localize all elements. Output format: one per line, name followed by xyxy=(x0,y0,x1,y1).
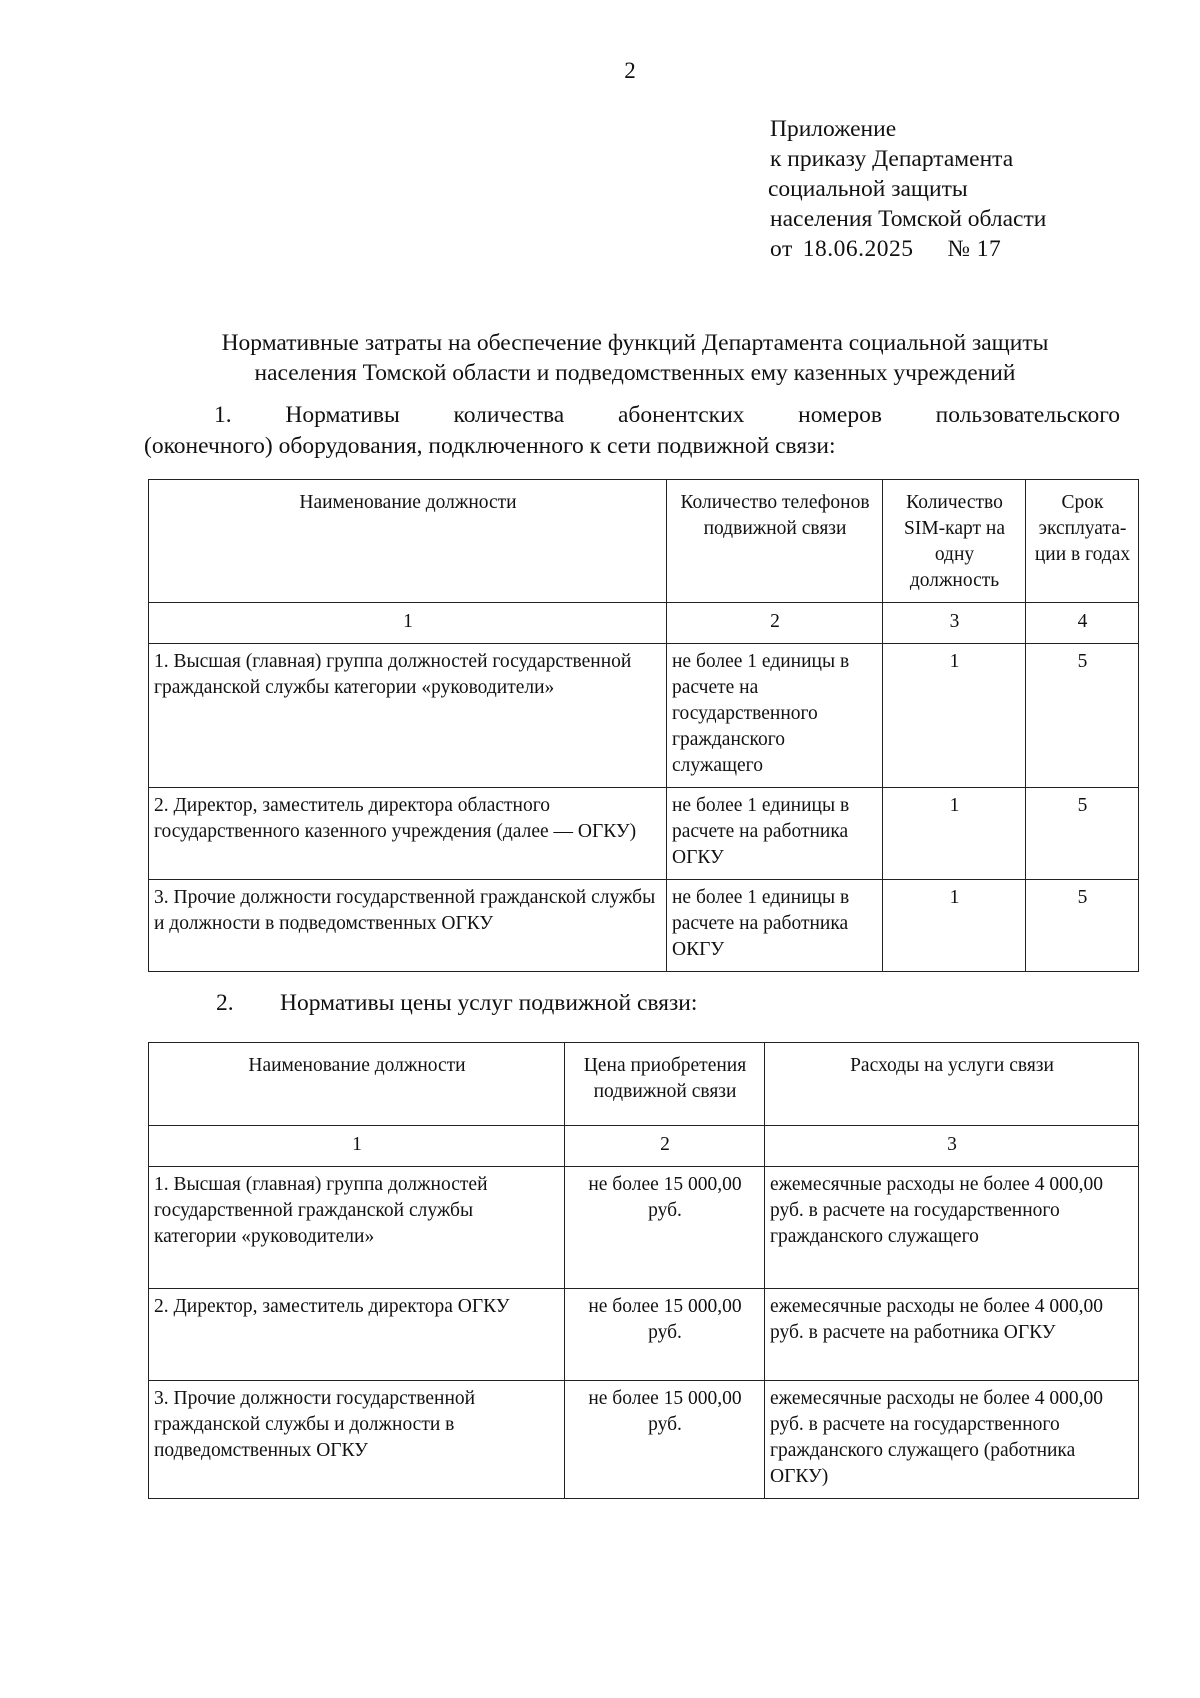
table1-cell-sim: 1 xyxy=(883,644,1026,788)
table1-cell-phones: не более 1 единицы в расчете на государственного гражданского служащего xyxy=(667,644,883,788)
price-norms-table xyxy=(148,1042,1139,1499)
annex-line-1: Приложение xyxy=(770,116,897,142)
annex-date-line xyxy=(770,234,1046,264)
table2-cell-price: не более 15 000,00 руб. xyxy=(565,1289,765,1381)
title-line-2: населения Томской области и подведомственных ему казенных учреждений xyxy=(254,360,1016,386)
table-row xyxy=(149,788,1139,880)
section-2-heading-text: Нормативы цены услуг подвижной связи: xyxy=(280,990,698,1016)
table-row xyxy=(149,644,1139,788)
annex-line-2: к приказу Департамента xyxy=(770,146,1014,172)
table2-header-price: Цена приобретения подвижной связи xyxy=(565,1043,765,1126)
table1-header-term: Срок эксплуата-ции в годах xyxy=(1026,480,1139,603)
table-row xyxy=(149,1167,1139,1289)
section-2-heading xyxy=(216,990,697,1017)
phones-norms-table xyxy=(148,479,1139,972)
table1-cell-position: 2. Директор, заместитель директора областного государственного казенного учреждения (далее — ОГКУ) xyxy=(149,788,667,880)
page-number: 2 xyxy=(624,58,636,83)
annex-date: 18.06.2025 xyxy=(802,236,914,262)
annex-order-number: № 17 xyxy=(947,236,1002,262)
table1-header-sim: Количество SIM-карт на одну должность xyxy=(883,480,1026,603)
title-line-1: Нормативные затраты на обеспечение функций Департамента социальной защиты xyxy=(221,330,1049,356)
table1-cell-term: 5 xyxy=(1026,788,1139,880)
table-row xyxy=(149,1289,1139,1381)
document-title xyxy=(148,328,1122,388)
table1-cell-term: 5 xyxy=(1026,644,1139,788)
table1-header-phones: Количество телефонов подвижной связи xyxy=(667,480,883,603)
table1-cell-position: 3. Прочие должности государственной гражданской службы и должности в подведомственных ОГКУ xyxy=(149,880,667,972)
table1-colnum: 3 xyxy=(883,603,1026,644)
table1-cell-phones: не более 1 единицы в расчете на работника ОГКУ xyxy=(667,788,883,880)
section-1-heading-line-2: (оконечного) оборудования, подключенного к сети подвижной связи: xyxy=(144,433,836,459)
table1-header-position: Наименование должности xyxy=(149,480,667,603)
section-1-heading xyxy=(144,400,1120,462)
table2-cell-position: 3. Прочие должности государственной гражданской службы и должности в подведомственных ОГКУ xyxy=(149,1381,565,1499)
table2-colnum: 1 xyxy=(149,1126,565,1167)
table1-cell-position: 1. Высшая (главная) группа должностей государственной гражданской службы категории «руководители» xyxy=(149,644,667,788)
table2-cell-expenses: ежемесячные расходы не более 4 000,00 руб. в расчете на государственного гражданского служащего xyxy=(765,1167,1139,1289)
table1-colnum: 1 xyxy=(149,603,667,644)
table2-cell-expenses: ежемесячные расходы не более 4 000,00 руб. в расчете на государственного гражданского служащего (работника ОГКУ) xyxy=(765,1381,1139,1499)
section-1-heading-line-1: 1. Нормативы количества абонентских номеров пользовательского xyxy=(214,402,1120,428)
table2-header-position: Наименование должности xyxy=(149,1043,565,1126)
table2-colnum: 3 xyxy=(765,1126,1139,1167)
table-row xyxy=(149,880,1139,972)
table2-cell-expenses: ежемесячные расходы не более 4 000,00 руб. в расчете на работника ОГКУ xyxy=(765,1289,1139,1381)
annex-line-3: социальной защиты xyxy=(768,176,968,202)
table1-colnum: 2 xyxy=(667,603,883,644)
table1-cell-sim: 1 xyxy=(883,880,1026,972)
table2-colnum: 2 xyxy=(565,1126,765,1167)
table2-cell-position: 1. Высшая (главная) группа должностей государственной гражданской службы категории «руководители» xyxy=(149,1167,565,1289)
table1-cell-phones: не более 1 единицы в расчете на работника ОКГУ xyxy=(667,880,883,972)
table2-cell-price: не более 15 000,00 руб. xyxy=(565,1167,765,1289)
table1-cell-term: 5 xyxy=(1026,880,1139,972)
annex-date-prefix: от xyxy=(770,236,793,262)
annex-block xyxy=(770,114,1046,264)
section-2-number: 2. xyxy=(216,990,234,1016)
table1-colnum: 4 xyxy=(1026,603,1139,644)
annex-line-4: населения Томской области xyxy=(770,206,1047,232)
table2-cell-price: не более 15 000,00 руб. xyxy=(565,1381,765,1499)
table2-header-expenses: Расходы на услуги связи xyxy=(765,1043,1139,1126)
table-row xyxy=(149,1381,1139,1499)
table1-cell-sim: 1 xyxy=(883,788,1026,880)
table2-cell-position: 2. Директор, заместитель директора ОГКУ xyxy=(149,1289,565,1381)
